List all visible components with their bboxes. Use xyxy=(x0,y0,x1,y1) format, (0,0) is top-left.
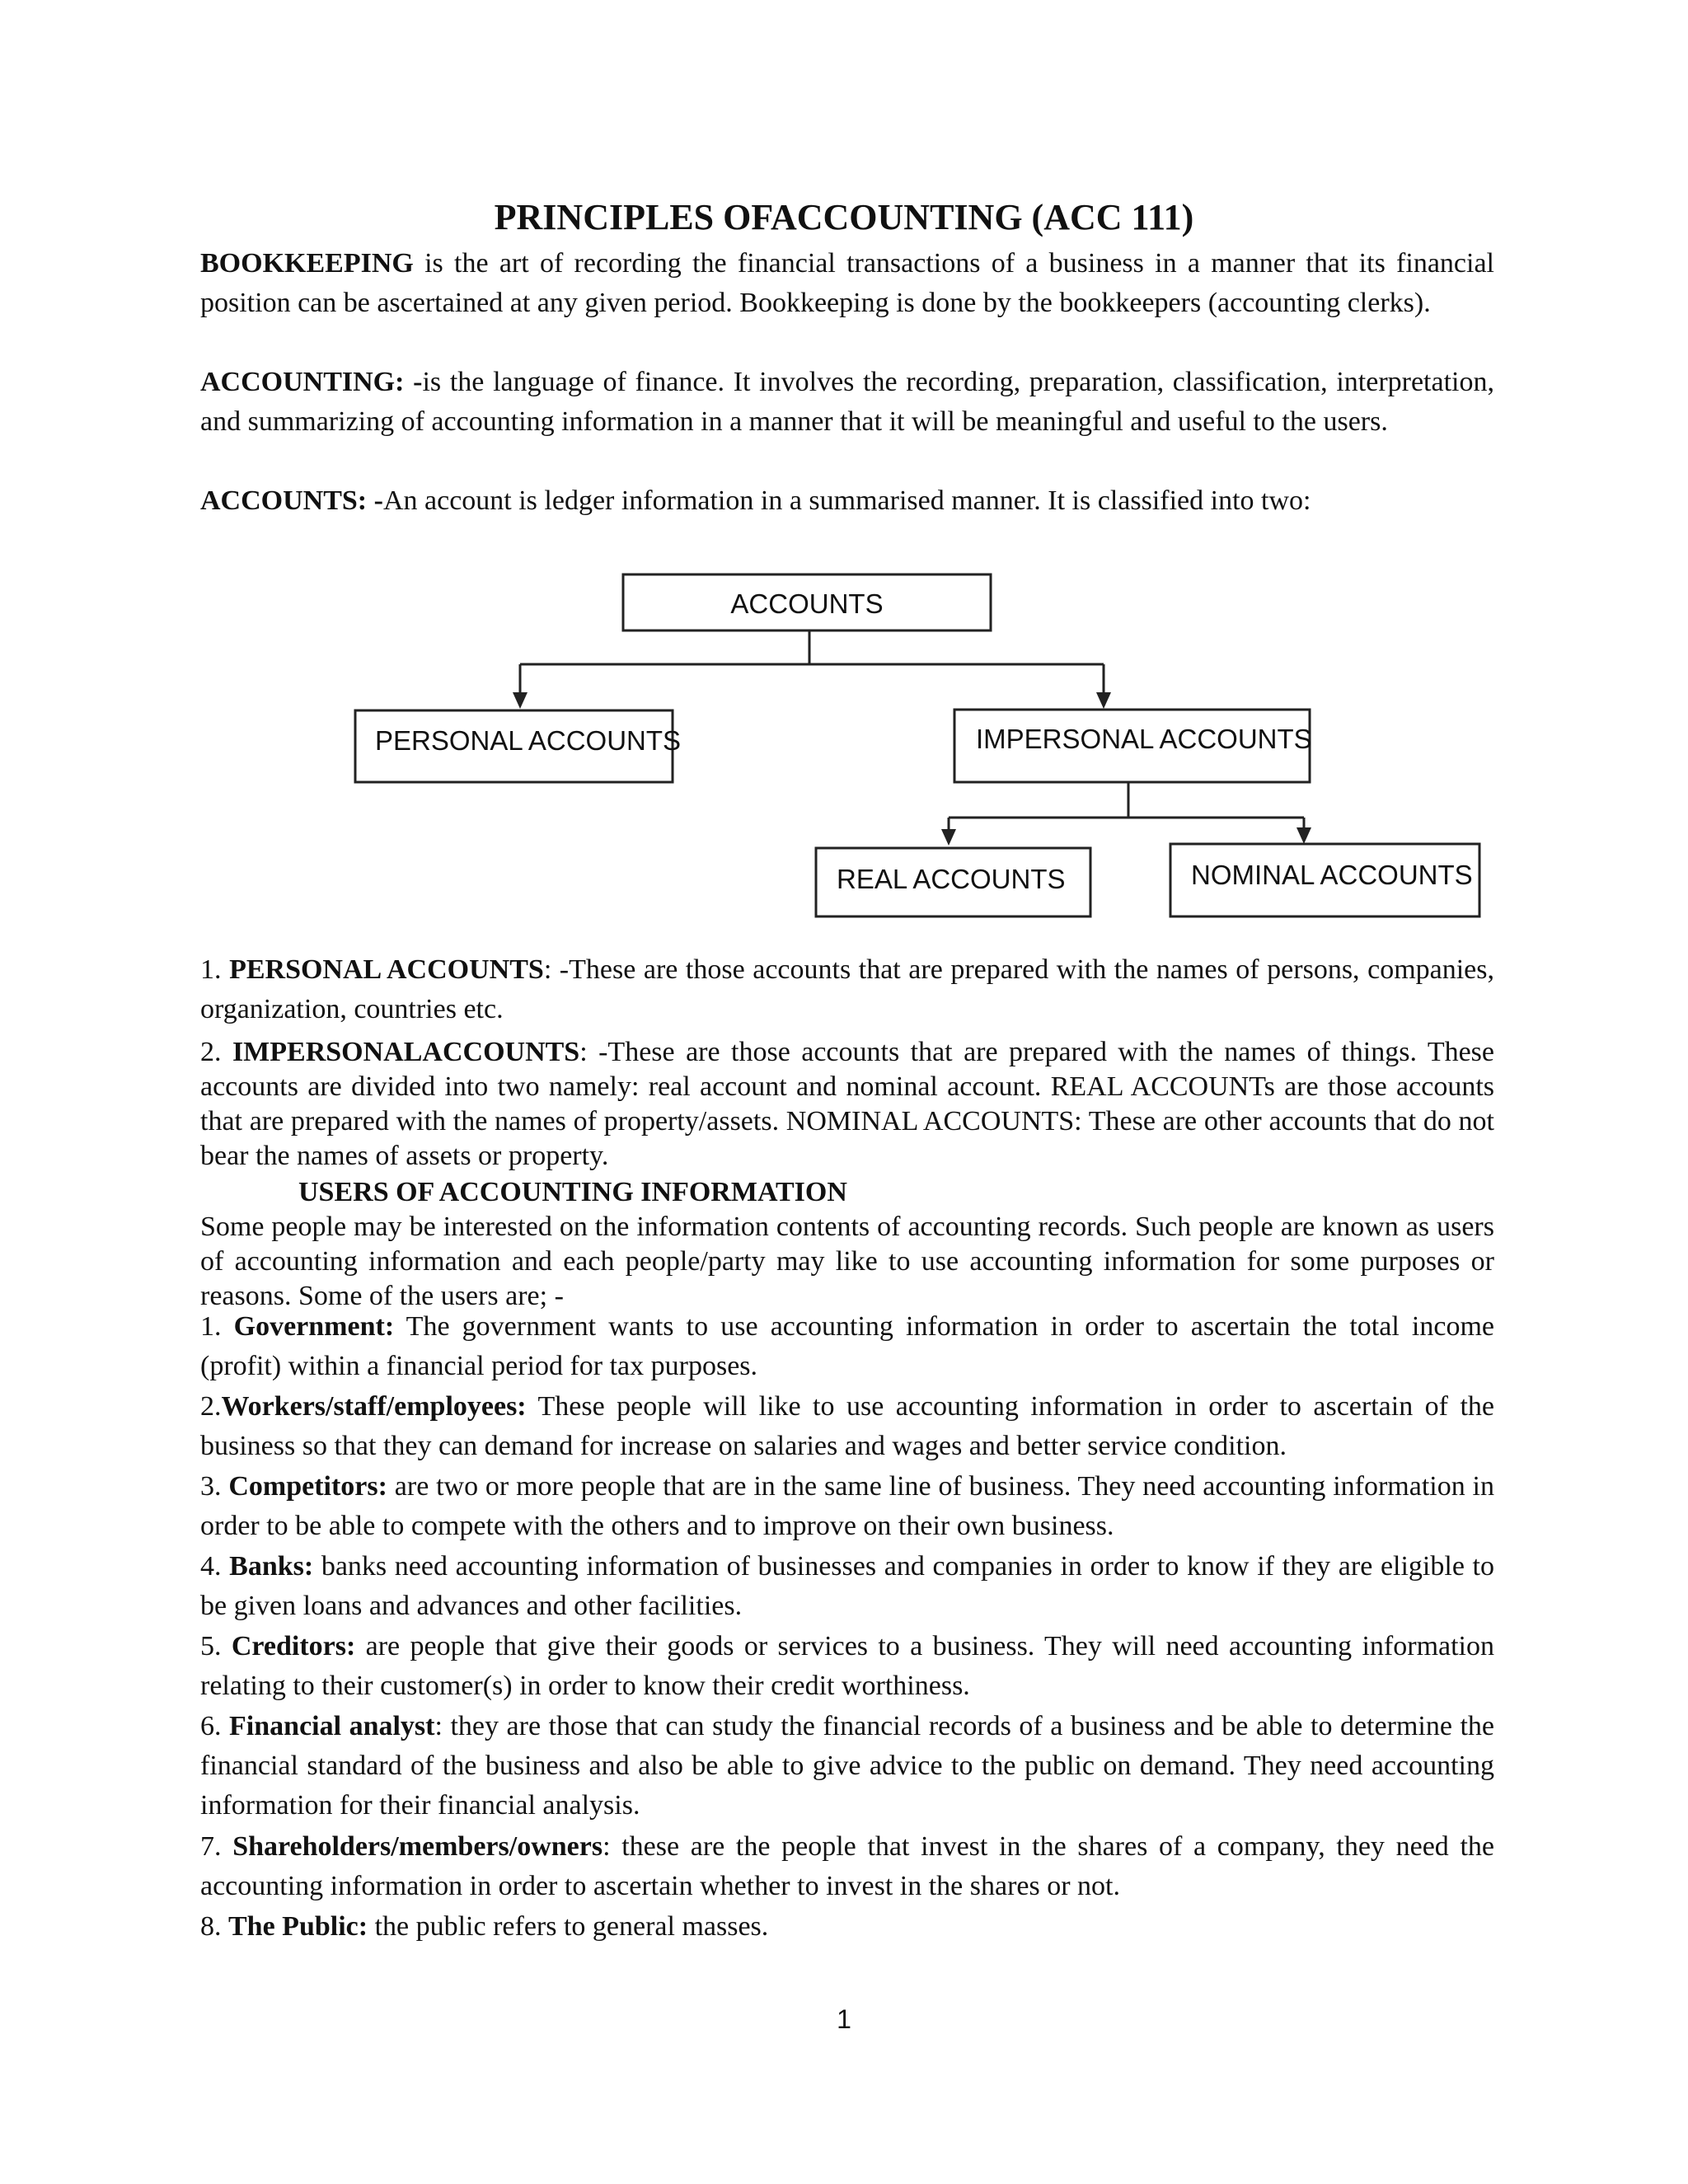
user-item-financial-analyst xyxy=(200,1707,1494,1825)
user-item-text: : these are the people that invest in the shares of a company, they need the accounting information in order to ascertain whether to invest in the shares or not. xyxy=(200,1831,1494,1901)
definition-term: IMPERSONALACCOUNTS xyxy=(232,1037,580,1067)
user-item-competitors xyxy=(200,1467,1494,1546)
user-item-text: The government wants to use accounting information in order to ascertain the total income (profit) within a financial period for tax purposes. xyxy=(200,1311,1494,1381)
node-nominal-accounts-label: NOMINAL ACCOUNTS xyxy=(1191,860,1473,890)
arrow-to-personal xyxy=(513,692,528,709)
user-item-term: Banks: xyxy=(229,1551,314,1582)
definition-term: PERSONAL ACCOUNTS xyxy=(229,954,544,985)
definition-text: : -These are those accounts that are prepared with the names of persons, companies, organization, countries etc. xyxy=(200,954,1495,1024)
user-item-number: 2. xyxy=(200,1391,222,1422)
user-item-shareholders xyxy=(200,1827,1494,1906)
user-item-creditors xyxy=(200,1627,1494,1706)
node-personal-accounts-label: PERSONAL ACCOUNTS xyxy=(375,725,682,756)
node-real-accounts-label: REAL ACCOUNTS xyxy=(837,864,1066,894)
node-accounts xyxy=(623,574,991,630)
user-item-number: 4. xyxy=(200,1551,230,1582)
user-item-term: Financial analyst xyxy=(229,1711,435,1741)
definition-number: 1. xyxy=(200,954,230,985)
definition-number: 2. xyxy=(200,1037,232,1067)
user-item-text: are two or more people that are in the same line of business. They need accounting information in order to be able to compete with the others and to improve on their own business. xyxy=(200,1471,1494,1541)
user-item-term: Government: xyxy=(233,1311,395,1342)
user-item-number: 6. xyxy=(200,1711,230,1741)
user-item-banks xyxy=(200,1547,1494,1626)
page-number: 1 xyxy=(837,2004,851,2034)
node-impersonal-accounts xyxy=(954,710,1312,782)
users-intro-paragraph: Some people may be interested on the information contents of accounting records. Such people are known as users of accounting information and each people/party may like to use accounting information for some purposes or reasons. Some of the users are; - xyxy=(200,1212,1494,1311)
bookkeeping-text: is the art of recording the financial transactions of a business in a manner that its financial position can be ascertained at any given period. Bookkeeping is done by the bookkeepers (accounting clerks). xyxy=(200,248,1494,318)
user-item-number: 7. xyxy=(200,1831,233,1862)
user-item-text: banks need accounting information of businesses and companies in order to know if they are eligible to be given loans and advances and other facilities. xyxy=(200,1551,1494,1621)
user-item-text: are people that give their goods or services to a business. They will need accounting information relating to their customer(s) in order to know their credit worthiness. xyxy=(200,1631,1494,1701)
user-item-workers xyxy=(200,1387,1494,1466)
document-title: PRINCIPLES OFACCOUNTING (ACC 111) xyxy=(494,197,1194,237)
node-accounts-label: ACCOUNTS xyxy=(730,588,884,619)
users-heading: USERS OF ACCOUNTING INFORMATION xyxy=(298,1177,847,1207)
arrow-to-nominal xyxy=(1296,827,1311,844)
node-nominal-accounts xyxy=(1170,844,1479,916)
accounts-text: An account is ledger information in a summarised manner. It is classified into two: xyxy=(382,485,1311,516)
definition-text: : -These are those accounts that are prepared with the names of things. These accounts are divided into two namely: real account and nominal account. REAL ACCOUNTs are those accounts that are prepared with the names of property/assets. NOMINAL ACCOUNTS: These are other accounts that do not bear the names of assets or property. xyxy=(200,1037,1494,1171)
user-item-text: These people will like to use accounting information in order to ascertain of the business so that they can demand for increase on salaries and wages and better service condition. xyxy=(200,1391,1494,1461)
bookkeeping-term: BOOKKEEPING xyxy=(200,248,414,279)
arrow-to-impersonal xyxy=(1096,692,1111,709)
definition-personal-accounts xyxy=(200,950,1494,1029)
user-item-term: Competitors: xyxy=(228,1471,387,1502)
user-item-public xyxy=(200,1907,1494,1947)
arrow-to-real xyxy=(941,829,956,846)
user-item-number: 3. xyxy=(200,1471,229,1502)
user-item-term: Creditors: xyxy=(231,1631,356,1661)
node-personal-accounts xyxy=(355,710,681,782)
accounting-text: is the language of finance. It involves the recording, preparation, classification, interpretation, and summarizing of accounting information in a manner that it will be meaningful and useful to the users. xyxy=(200,367,1494,437)
accounts-classification-diagram xyxy=(0,0,1688,931)
user-item-term: The Public: xyxy=(228,1911,368,1942)
user-item-number: 8. xyxy=(200,1911,228,1942)
user-item-text: : they are those that can study the financial records of a business and be able to determine the financial standard of the business and also be able to give advice to the public on demand. They need accounting information for their financial analysis. xyxy=(200,1711,1495,1821)
user-item-term: Shareholders/members/owners xyxy=(232,1831,603,1862)
accounts-term: ACCOUNTS: - xyxy=(200,485,383,516)
user-item-number: 1. xyxy=(200,1311,234,1342)
user-item-number: 5. xyxy=(200,1631,232,1661)
node-impersonal-accounts-label: IMPERSONAL ACCOUNTS xyxy=(976,724,1312,754)
accounting-term: ACCOUNTING: - xyxy=(200,367,423,397)
node-real-accounts xyxy=(816,848,1090,916)
definition-impersonal-accounts xyxy=(200,1035,1494,1174)
user-item-term: Workers/staff/employees: xyxy=(221,1391,527,1422)
user-item-government xyxy=(200,1307,1494,1386)
user-item-text: the public refers to general masses. xyxy=(368,1911,769,1942)
